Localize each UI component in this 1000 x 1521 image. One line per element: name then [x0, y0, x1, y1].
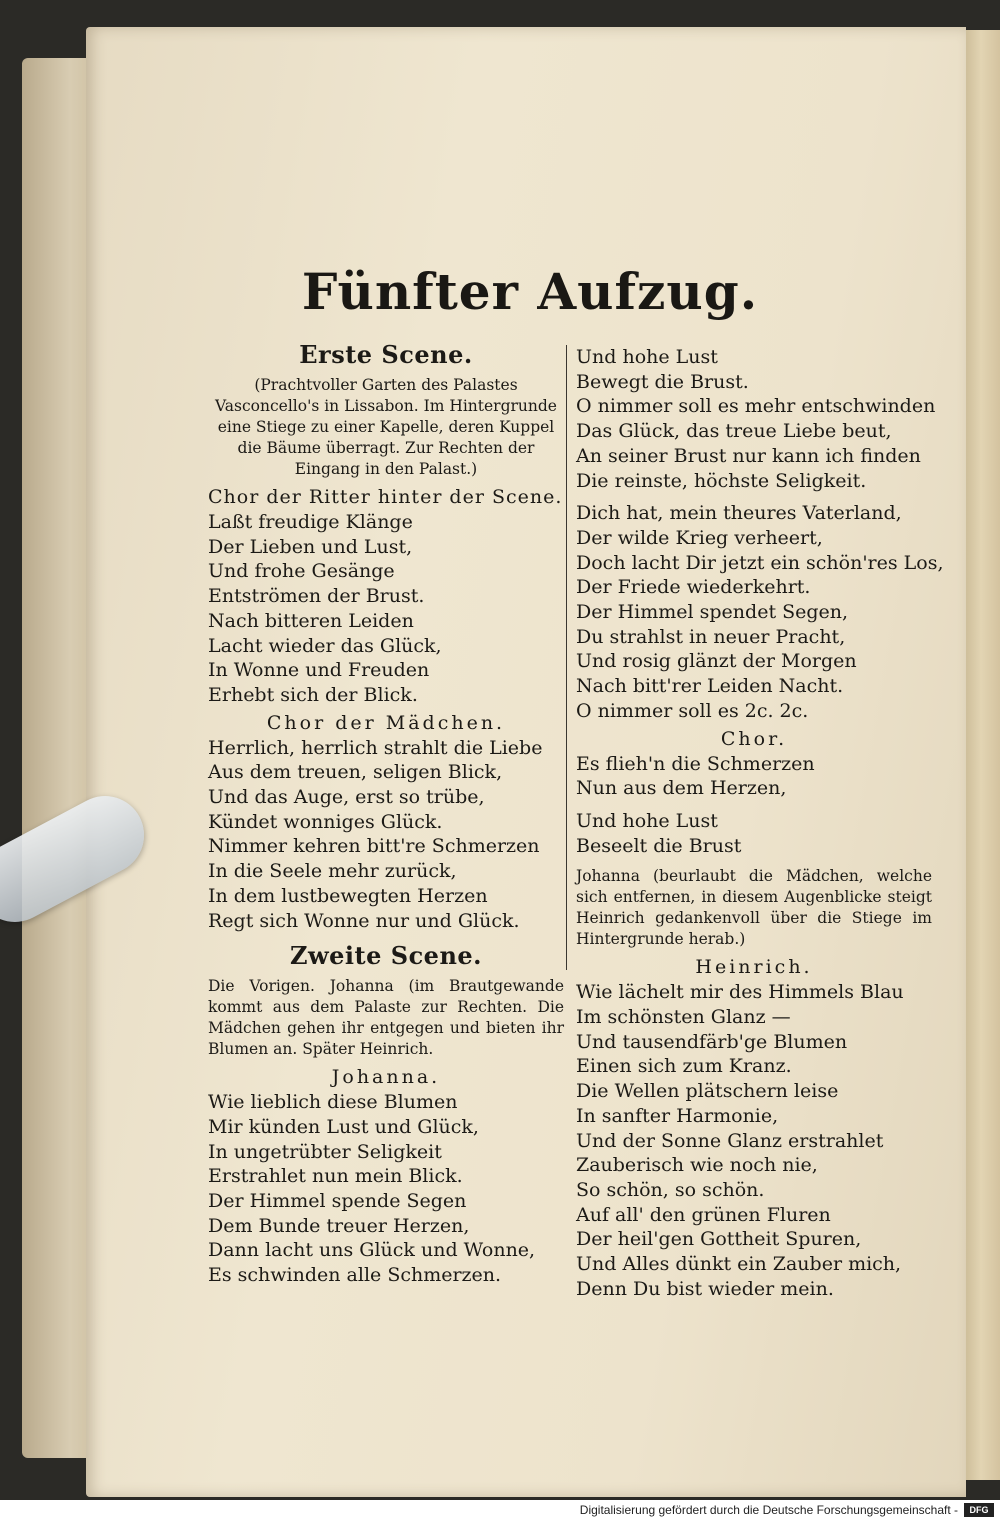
verse-line: Und Alles dünkt ein Zauber mich, — [576, 1253, 902, 1276]
act-title: Fünfter Aufzug. — [301, 262, 759, 321]
speaker-heading: Heinrich. — [695, 956, 813, 979]
verse-line: Einen sich zum Kranz. — [576, 1055, 792, 1078]
verse-line: Das Glück, das treue Liebe beut, — [576, 420, 892, 443]
verse-line: Auf all' den grünen Fluren — [576, 1203, 831, 1226]
stage-direction: Die Vorigen. Johanna (im Brautgewande kommt aus dem Palaste zur Rechten. Die Mädchen gehen ihr entgegen und bieten ihr Blumen an. Später Heinrich. — [208, 977, 564, 1059]
verse-line: Und das Auge, erst so trübe, — [208, 786, 485, 809]
verse-line: Der Friede wiederkehrt. — [576, 576, 811, 599]
speaker-heading: Chor der Mädchen. — [266, 711, 506, 734]
left-column — [208, 340, 564, 1288]
verse-line: O nimmer soll es mehr entschwinden — [576, 395, 936, 418]
verse-line: Erstrahlet nun mein Blick. — [208, 1165, 463, 1188]
verse-line: Beseelt die Brust — [576, 834, 742, 857]
verse-line: Du strahlst in neuer Pracht, — [576, 625, 846, 648]
verse-line: Nach bitt'rer Leiden Nacht. — [576, 675, 844, 698]
verse-line: Wie lächelt mir des Himmels Blau — [576, 981, 904, 1004]
dfg-logo: DFG — [964, 1503, 994, 1517]
verse-line: Aus dem treuen, seligen Blick, — [208, 761, 503, 784]
verse-line: Es flieh'n die Schmerzen — [576, 752, 815, 775]
verse-line: Und frohe Gesänge — [208, 560, 395, 583]
verse-line: Dem Bunde treuer Herzen, — [208, 1214, 470, 1237]
verse-line: Die reinste, höchste Seligkeit. — [576, 469, 867, 492]
verse-line: Dich hat, mein theures Vaterland, — [576, 502, 902, 525]
stage-direction: Johanna (beurlaubt die Mädchen, welche sich entfernen, in diesem Augenblicke steigt Heinrich gedankenvoll über die Stiege im Hintergrunde herab.) — [576, 867, 932, 949]
verse-line: Und tausendfärb'ge Blumen — [576, 1030, 848, 1053]
verse-line: So schön, so schön. — [576, 1178, 765, 1201]
verse-line: Nach bitteren Leiden — [208, 609, 414, 632]
column-divider — [566, 345, 567, 970]
verse-line: Im schönsten Glanz — — [576, 1006, 791, 1029]
verse-line: Es schwinden alle Schmerzen. — [208, 1264, 502, 1287]
verse-line: Nun aus dem Herzen, — [576, 777, 787, 800]
verse-line: In ungetrübter Seligkeit — [208, 1140, 442, 1163]
verse-line: Doch lacht Dir jetzt ein schön'res Los, — [576, 551, 944, 574]
verse-line: Dann lacht uns Glück und Wonne, — [208, 1239, 536, 1262]
verse-line: An seiner Brust nur kann ich finden — [576, 444, 921, 467]
verse-line: Regt sich Wonne nur und Glück. — [208, 909, 520, 932]
verse-line: Lacht wieder das Glück, — [208, 634, 442, 657]
verse-line: Der Himmel spende Segen — [208, 1190, 467, 1213]
verse-block — [208, 510, 564, 708]
verse-line: Nimmer kehren bitt're Schmerzen — [208, 835, 540, 858]
verse-line: O nimmer soll es 2c. 2c. — [576, 699, 809, 722]
verse-line: Und rosig glänzt der Morgen — [576, 650, 857, 673]
stage-direction: (Prachtvoller Garten des Palastes Vasconcello's in Lissabon. Im Hintergrunde eine Stiege zu einer Kapelle, deren Kuppel die Bäume überragt. Zur Rechten der Eingang in den Palast.) — [215, 376, 557, 478]
verse-line: Erhebt sich der Blick. — [208, 683, 418, 706]
verse-line: In die Seele mehr zurück, — [208, 860, 457, 883]
verse-line: Der Lieben und Lust, — [208, 535, 413, 558]
speaker-heading: Chor. — [720, 727, 788, 750]
verse-block — [576, 752, 932, 801]
verse-line: Mir künden Lust und Glück, — [208, 1115, 479, 1138]
footer-text: Digitalisierung gefördert durch die Deutsche Forschungsgemeinschaft - — [579, 1503, 958, 1517]
verse-line: Und hohe Lust — [576, 809, 718, 832]
verse-line: Entströmen der Brust. — [208, 585, 425, 608]
verse-block — [576, 501, 944, 723]
verse-line: Denn Du bist wieder mein. — [576, 1277, 834, 1300]
verse-line: Wie lieblich diese Blumen — [208, 1091, 458, 1114]
verse-line: In Wonne und Freuden — [208, 659, 430, 682]
verse-line: Zauberisch wie noch nie, — [576, 1154, 818, 1177]
scene-title: Erste Scene. — [299, 340, 473, 369]
verse-line: Und der Sonne Glanz erstrahlet — [576, 1129, 884, 1152]
verse-block — [576, 345, 936, 493]
verse-line: Herrlich, herrlich strahlt die Liebe — [208, 736, 543, 759]
verse-block — [576, 809, 932, 858]
scene-title: Zweite Scene. — [289, 941, 483, 971]
verse-line: In sanfter Harmonie, — [576, 1104, 779, 1127]
speaker-heading: Johanna. — [331, 1066, 441, 1089]
book-edge-right — [962, 30, 1000, 1480]
verse-line: Der heil'gen Gottheit Spuren, — [576, 1228, 862, 1251]
verse-line: Der wilde Krieg verheert, — [576, 526, 823, 549]
verse-line: Der Himmel spendet Segen, — [576, 601, 849, 624]
verse-block — [576, 980, 932, 1301]
right-column — [576, 345, 944, 1302]
verse-block — [208, 1090, 564, 1288]
verse-line: In dem lustbewegten Herzen — [208, 884, 488, 907]
verse-line: Bewegt die Brust. — [576, 370, 749, 393]
verse-line: Und hohe Lust — [576, 346, 718, 368]
speaker-heading: Chor der Ritter hinter der Scene. — [208, 486, 563, 508]
verse-block — [208, 736, 564, 934]
verse-line: Laßt freudige Klänge — [208, 511, 413, 533]
verse-line: Die Wellen plätschern leise — [576, 1080, 839, 1103]
footer-bar — [0, 1500, 1000, 1521]
verse-line: Kündet wonniges Glück. — [208, 810, 443, 833]
